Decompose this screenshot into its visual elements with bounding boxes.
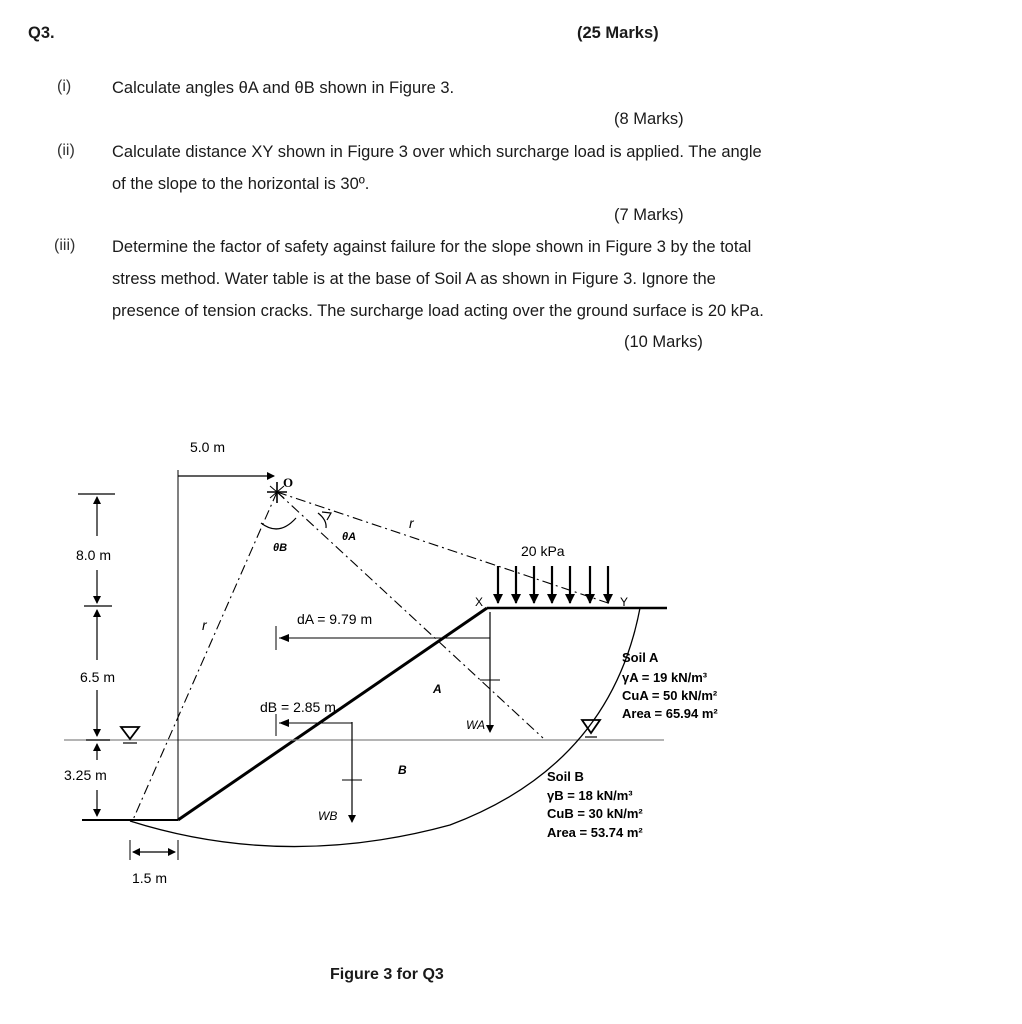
centre-o-label: O: [283, 475, 294, 490]
theta-b-arc: [261, 518, 296, 529]
total-marks: (25 Marks): [577, 24, 659, 42]
d-a-label: dA = 9.79 m: [297, 611, 373, 627]
theta-a-arc: [318, 513, 326, 528]
part-iii-line-2: stress method. Water table is at the base of Soil A as shown in Figure 3. Ignore the: [112, 270, 716, 288]
part-i-marks: (8 Marks): [614, 110, 684, 128]
d-b-arrow-left: [279, 719, 289, 727]
point-x-label: X: [475, 595, 484, 609]
surcharge-arrows: [498, 566, 608, 603]
region-b-label: B: [398, 763, 407, 777]
dim-bottom-label: 1.5 m: [132, 870, 168, 886]
soil-a-area: Area = 65.94 m²: [622, 706, 718, 721]
part-iii-line-1: Determine the factor of safety against failure for the slope shown in Figure 3 by the total: [112, 238, 752, 256]
soil-b-gamma: γB = 18 kN/m³: [547, 788, 633, 803]
dim-left-1-label: 8.0 m: [76, 547, 112, 563]
part-ii-line-2: of the slope to the horizontal is 30º.: [112, 175, 370, 193]
question-number: Q3.: [28, 24, 55, 42]
dim-top-label: 5.0 m: [190, 439, 226, 455]
part-ii-marks: (7 Marks): [614, 206, 684, 224]
part-number-iii: (iii): [54, 237, 76, 254]
surcharge-label: 20 kPa: [521, 543, 565, 559]
soil-b-name: Soil B: [547, 769, 584, 784]
water-table-symbol-right: [582, 720, 600, 737]
d-a-arrow-left: [279, 634, 289, 642]
soil-b-cu: CuB = 30 kN/m²: [547, 806, 643, 821]
soil-a-cu: CuA = 50 kN/m²: [622, 688, 718, 703]
theta-a-label: θA: [342, 531, 357, 543]
weight-b-label: WB: [318, 809, 338, 823]
weight-a-label: WA: [466, 718, 486, 732]
point-y-label: Y: [620, 595, 629, 609]
d-b-label: dB = 2.85 m: [260, 699, 336, 715]
soil-a-gamma: γA = 19 kN/m³: [622, 670, 708, 685]
part-iii-line-3: presence of tension cracks. The surcharge load acting over the ground surface is 20 kPa.: [112, 302, 764, 320]
part-iii-marks: (10 Marks): [624, 333, 703, 351]
radius-to-toe: [132, 492, 277, 822]
soil-a-properties: [622, 650, 718, 721]
part-number-i: (i): [57, 78, 72, 95]
part-ii-line-1: Calculate distance XY shown in Figure 3 over which surcharge load is applied. The angle: [112, 143, 762, 161]
region-a-label: A: [433, 682, 442, 696]
dim-left-3-label: 3.25 m: [64, 767, 107, 783]
part-i-line-1: Calculate angles θA and θB shown in Figure 3.: [112, 79, 455, 97]
soil-b-area: Area = 53.74 m²: [547, 825, 643, 840]
theta-b-label: θB: [273, 542, 288, 554]
soil-a-name: Soil A: [622, 650, 659, 665]
radius-label-left: r: [202, 617, 207, 633]
dim-left-2-label: 6.5 m: [80, 669, 116, 685]
radius-label-upper: r: [409, 515, 414, 531]
figure-caption: Figure 3 for Q3: [330, 966, 444, 983]
part-number-ii: (ii): [57, 142, 75, 159]
soil-b-properties: [547, 769, 643, 840]
